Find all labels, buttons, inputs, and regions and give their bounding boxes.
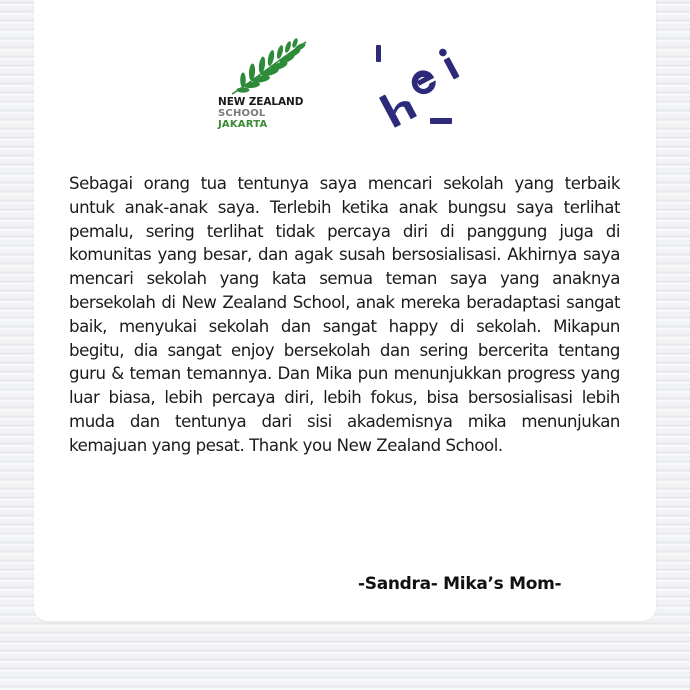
testimonial-signature: -Sandra- Mika’s Mom- <box>358 574 562 594</box>
testimonial-card <box>34 0 656 621</box>
nz-school-logo <box>218 38 318 132</box>
nz-school-line1: NEW ZEALAND <box>218 96 304 108</box>
nz-school-wordmark <box>218 97 303 130</box>
testimonial-text: Sebagai orang tua tentunya saya mencari sekolah yang terbaik untuk anak-anak saya. Terlebih ketika anak bungsu saya terlihat pemalu, sering terlihat tidak percaya diri di panggung juga di komunitas yang besar, dan agak susah bersosialisasi. Akhirnya saya mencari sekolah yang kata semua teman saya yang anaknya bersekolah di New Zealand School, anak mereka beradaptasi sangat baik, menyukai sekolah dan sangat happy di sekolah. Mikapun begitu, dia sangat enjoy bersekolah dan sering bercerita tentang guru & teman temannya. Dan Mika pun menunjukkan progress yang luar biasa, lebih percaya diri, lebih fokus, bisa bersosialisasi lebih muda dan tentunya dari sisi akademisnya mika menunjukan kemajuan yang pesat. Thank you New Zealand School. <box>69 174 620 455</box>
hei-logo <box>372 40 464 130</box>
fern-icon <box>226 38 312 98</box>
nz-school-line3: JAKARTA <box>218 119 268 130</box>
nz-school-line2: SCHOOL <box>218 108 266 119</box>
